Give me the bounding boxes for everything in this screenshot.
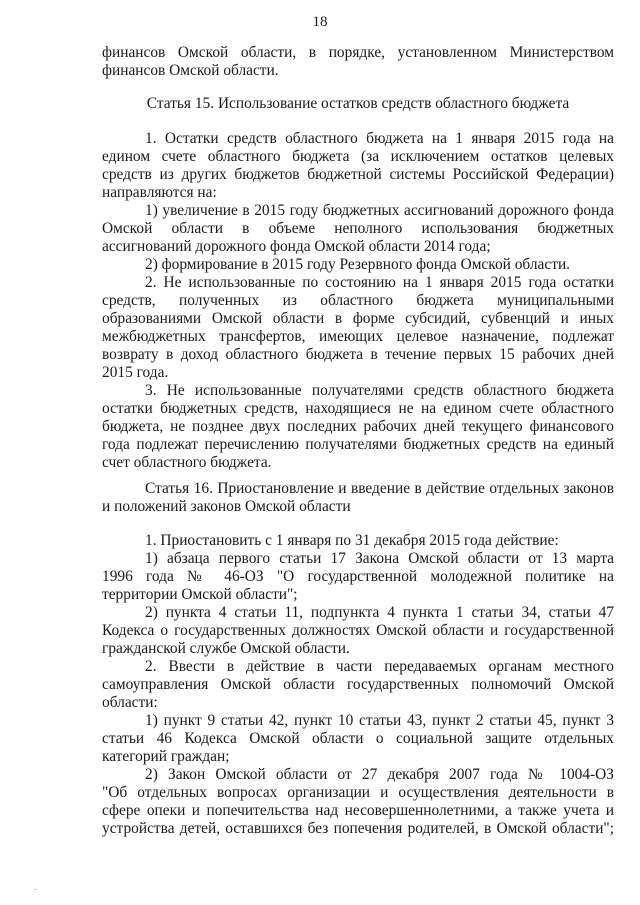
text-line: Статья 16. Приостановление и введение в действие отдельных законов — [145, 480, 614, 497]
text-line: 1) увеличение в 2015 году бюджетных ассигнований дорожного фонда — [145, 202, 614, 219]
text-line: области: — [102, 694, 158, 711]
scan-mark — [34, 889, 37, 890]
text-line: остатки бюджетных средств, находящиеся не на едином счете областного — [102, 400, 614, 417]
text-line: 1) абзаца первого статьи 17 Закона Омской области от 13 марта — [145, 550, 614, 567]
text-line: 3. Не использованные получателями средств областного бюджета — [145, 382, 614, 399]
text-line: категорий граждан; — [102, 748, 230, 765]
text-line: финансов Омской области. — [102, 62, 279, 79]
text-line: 1. Приостановить с 1 января по 31 декабря 2015 года действие: — [145, 532, 559, 549]
text-line: 2) пункта 4 статьи 11, подпункта 4 пункта 1 статьи 34, статьи 47 — [145, 604, 614, 621]
text-line: Статья 15. Использование остатков средств областного бюджета — [146, 95, 570, 112]
text-line: Кодекса о государственных должностях Омской области и государственной — [102, 622, 614, 639]
page-number: 18 — [312, 14, 328, 30]
text-line: 2. Ввести в действие в части передаваемых органам местного — [145, 658, 614, 675]
text-line: Омской области в объеме неполного использования бюджетных — [102, 220, 614, 237]
text-line: направляются на: — [102, 184, 217, 201]
text-line: сфере опеки и попечительства над несовершеннолетними, а также учета и — [102, 802, 614, 819]
text-line: 1. Остатки средств областного бюджета на 1 января 2015 года на — [145, 130, 614, 147]
text-line: возврату в доход областного бюджета в течение первых 15 рабочих дней — [102, 346, 614, 363]
text-line: 2) формирование в 2015 году Резервного фонда Омской области. — [145, 256, 571, 273]
text-line: "Об отдельных вопросах организации и осуществления деятельности в — [102, 784, 614, 801]
text-line: средств из других бюджетов бюджетной системы Российской Федерации) — [102, 166, 614, 183]
text-line: ассигнований дорожного фонда Омской области 2014 года; — [102, 238, 491, 255]
text-line: 2. Не использованные по состоянию на 1 января 2015 года остатки — [145, 274, 614, 291]
text-line: 2015 года. — [102, 364, 169, 381]
text-line: образованиями Омской области в форме субсидий, субвенций и иных — [102, 310, 614, 327]
text-line: территории Омской области"; — [102, 586, 298, 603]
text-line: межбюджетных трансфертов, имеющих целевое назначение, подлежат — [102, 328, 614, 345]
text-line: статьи 46 Кодекса Омской области о социальной защите отдельных — [102, 730, 614, 747]
text-line: самоуправления Омской области государственных полномочий Омской — [102, 676, 614, 693]
text-line: счет областного бюджета. — [102, 454, 272, 471]
text-line: средств, полученных из областного бюджета муниципальными — [102, 292, 614, 309]
text-line: 2) Закон Омской области от 27 декабря 2007 года № 1004-ОЗ — [145, 766, 614, 783]
text-line: едином счете областного бюджета (за исключением остатков целевых — [102, 148, 614, 165]
text-line: устройства детей, оставшихся без попечения родителей, в Омской области"; — [102, 820, 614, 837]
text-line: 1996 года № 46-ОЗ "О государственной молодежной политике на — [102, 568, 614, 585]
text-line: и положений законов Омской области — [102, 498, 351, 515]
text-line: гражданской службе Омской области. — [102, 640, 350, 657]
text-line: года подлежат перечислению получателями бюджетных средств на единый — [102, 436, 614, 453]
text-line: бюджета, не позднее двух последних рабочих дней текущего финансового — [102, 418, 614, 435]
text-line: 1) пункт 9 статьи 42, пункт 10 статьи 43, пункт 2 статьи 45, пункт 3 — [145, 712, 614, 729]
text-line: финансов Омской области, в порядке, установленном Министерством — [102, 44, 614, 61]
